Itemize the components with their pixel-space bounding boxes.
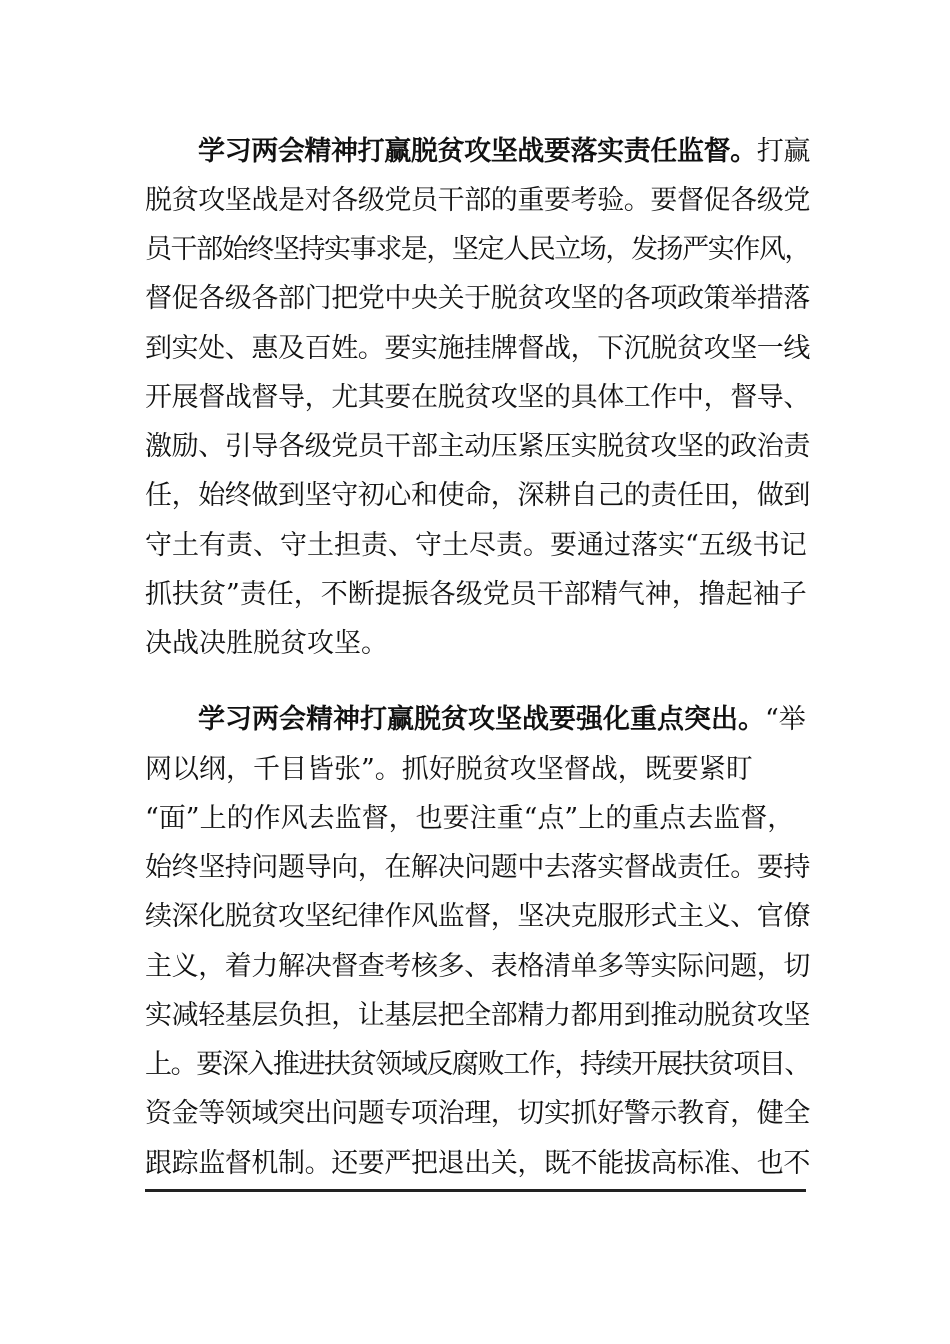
paragraph-2-first-line (198, 698, 810, 742)
paragraph-2-line-3: “面”上的作风去监督，也要注重“点”上的重点去监督， (145, 803, 795, 834)
paragraph-2-heading: 学习两会精神打赢脱贫攻坚战要强化重点突出。 (198, 704, 765, 735)
paragraph-2-line-7: 实减轻基层负担，让基层把全部精力都用到推动脱贫攻坚 (145, 1000, 810, 1031)
paragraph-1-line-6: 开展督战督导，尤其要在脱贫攻坚的具体工作中，督导、 (145, 382, 810, 413)
paragraph-1-heading: 学习两会精神打赢脱贫攻坚战要落实责任监督。 (198, 136, 757, 167)
paragraph-1-line-2: 脱贫攻坚战是对各级党员干部的重要考验。要督促各级党 (145, 185, 810, 216)
paragraph-2-line-1: “举 (765, 704, 806, 735)
paragraph-2-line-5: 续深化脱贫攻坚纪律作风监督，坚决克服形式主义、官僚 (145, 901, 810, 932)
paragraph-1-line-8: 任，始终做到坚守初心和使命，深耕自己的责任田，做到 (145, 480, 810, 511)
paragraph-2-line-6: 主义，着力解决督查考核多、表格清单多等实际问题，切 (145, 951, 810, 982)
paragraph-2-line-9: 资金等领域突出问题专项治理，切实抓好警示教育，健全 (145, 1098, 810, 1129)
paragraph-1-first-line (198, 130, 810, 174)
paragraph-2-line-4: 始终坚持问题导向，在解决问题中去落实督战责任。要持 (145, 852, 810, 883)
paragraph-1-line-4: 督促各级各部门把党中央关于脱贫攻坚的各项政策举措落 (145, 283, 810, 314)
page-bottom-rule (145, 1189, 806, 1192)
paragraph-2-line-2: 网以纲，千目皆张”。抓好脱贫攻坚督战，既要紧盯 (145, 754, 753, 785)
paragraph-1-line-11: 决战决胜脱贫攻坚。 (145, 628, 388, 659)
paragraph-2-line-8: 上。要深入推进扶贫领域反腐败工作，持续开展扶贫项目、 (145, 1049, 810, 1080)
paragraph-1-line-5: 到实处、惠及百姓。要实施挂牌督战，下沉脱贫攻坚一线 (145, 333, 810, 364)
paragraph-1-line-1: 打赢 (756, 136, 811, 167)
paragraph-1-line-3: 员干部始终坚持实事求是，坚定人民立场，发扬严实作风， (145, 234, 810, 265)
paragraph-1-line-10: 抓扶贫”责任，不断提振各级党员干部精气神，撸起袖子 (145, 579, 807, 610)
paragraph-2-line-10: 跟踪监督机制。还要严把退出关，既不能拔高标准、也不 (145, 1148, 810, 1179)
paragraph-1-line-9: 守土有责、守土担责、守土尽责。要通过落实“五级书记 (145, 530, 807, 561)
paragraph-1-line-7: 激励、引导各级党员干部主动压紧压实脱贫攻坚的政治责 (145, 431, 810, 462)
